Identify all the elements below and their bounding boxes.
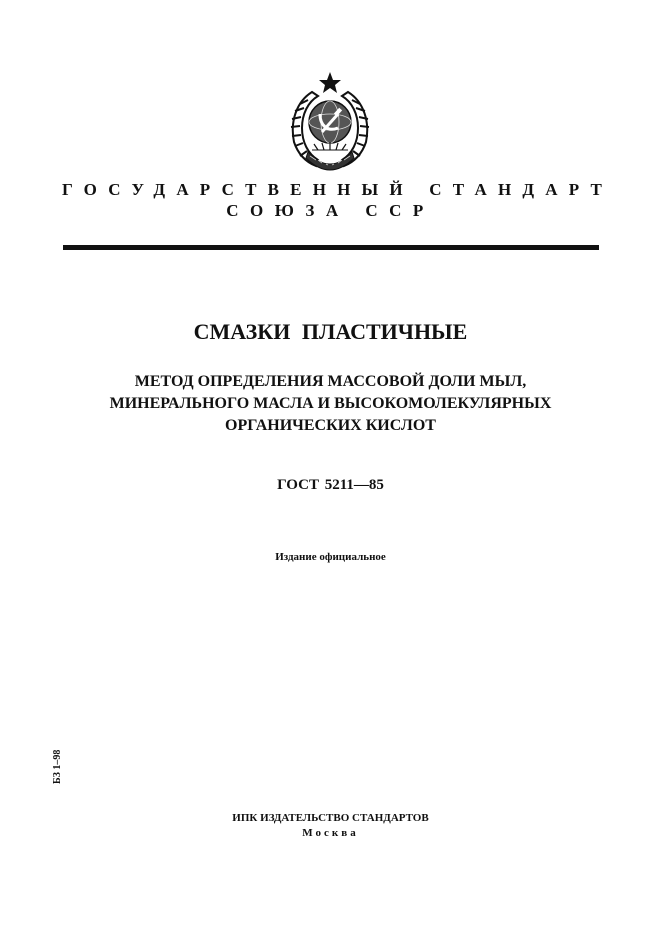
header-standard-title: ГОСУДАРСТВЕННЫЙ СТАНДАРТ xyxy=(62,180,614,199)
standard-number: ГОСТ 5211—85 xyxy=(277,477,384,493)
subtitle-line-2: МИНЕРАЛЬНОГО МАСЛА И ВЫСОКОМОЛЕКУЛЯРНЫХ xyxy=(109,395,552,412)
document-subtitle xyxy=(0,371,661,437)
subtitle-line-1: МЕТОД ОПРЕДЕЛЕНИЯ МАССОВОЙ ДОЛИ МЫЛ, xyxy=(134,373,527,390)
horizontal-divider xyxy=(63,245,599,250)
edition-note: Издание официальное xyxy=(275,551,386,563)
publisher-city: Москва xyxy=(302,827,359,839)
subtitle-line-3: ОРГАНИЧЕСКИХ КИСЛОТ xyxy=(225,417,436,434)
header-union-title: СОЮЗА ССР xyxy=(226,201,435,220)
document-title: СМАЗКИ ПЛАСТИЧНЫЕ xyxy=(193,319,468,344)
ussr-emblem-icon xyxy=(282,70,378,174)
publisher-name: ИПК ИЗДАТЕЛЬСТВО СТАНДАРТОВ xyxy=(232,812,429,824)
side-code-label: БЗ 1–98 xyxy=(52,749,63,784)
emblem-graphic xyxy=(282,70,378,174)
